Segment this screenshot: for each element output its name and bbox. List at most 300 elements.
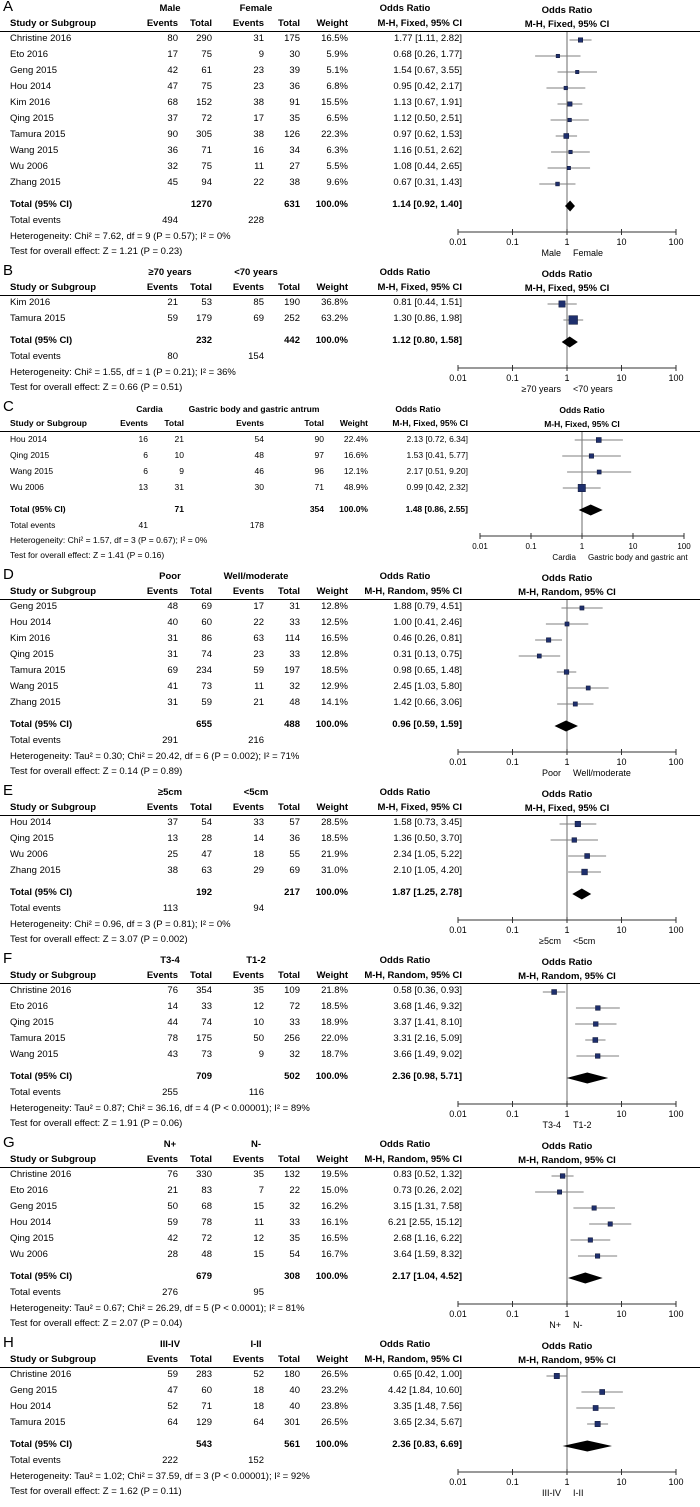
total2-value: 32 [289,1049,300,1060]
ci-text: 1.08 [0.44, 2.65] [393,161,462,172]
total-events-label: Total events [10,351,61,362]
odds-ratio-header: Odds Ratio [379,787,431,798]
total2-value: 32 [289,681,300,692]
events2-value: 23 [253,65,264,76]
total2-value: 36 [289,833,300,844]
plot-method-header: M-H, Fixed, 95% CI [524,283,610,294]
or-square [595,1421,600,1426]
study-name: Qing 2015 [10,649,54,660]
total-label: Total (95% CI) [10,1271,73,1282]
weight-col-header: Weight [316,970,348,981]
summary-diamond [567,1073,609,1084]
events2-col-header: Events [232,1154,264,1165]
weight-value: 5.9% [326,49,348,60]
forest-plot [440,2,700,260]
heterogeneity-text: Heterogeneity: Tau² = 0.87; Chi² = 36.16, df = 4 (P < 0.00001); I² = 89% [10,1103,310,1114]
panel-table [10,1138,462,1331]
or-square [557,1190,561,1194]
total1-sum: 71 [174,504,184,514]
total2-sum: 561 [284,1439,300,1450]
summary-diamond [555,721,578,732]
events1-value: 21 [167,1185,178,1196]
group1-header: Cardia [136,404,163,414]
weight-value: 15.5% [321,97,348,108]
summary-diamond [579,505,603,516]
total-events-row [10,901,462,917]
total2-value: 34 [289,145,300,156]
axis-tick-label: 0.01 [449,757,467,767]
spacer-cell [300,954,348,968]
total2-col-header: Total [278,1154,300,1165]
total-events2: 228 [248,215,264,226]
total1-value: 75 [201,81,212,92]
events1-value: 80 [167,33,178,44]
weight-value: 18.5% [321,665,348,676]
study-name: Kim 2016 [10,633,51,644]
study-name: Wu 2006 [10,1249,48,1260]
events2-value: 31 [253,33,264,44]
total-events-label: Total events [10,1455,61,1466]
or-square [537,654,541,658]
events2-value: 63 [253,633,264,644]
axis-tick-label: 10 [616,1109,627,1119]
group-header-row [10,1138,462,1152]
ci-text: 0.73 [0.26, 2.02] [393,1185,462,1196]
spacer-cell [178,1285,212,1301]
panel-table [10,954,462,1131]
study-name: Christine 2016 [10,1169,72,1180]
events1-value: 28 [167,1249,178,1260]
events1-value: 59 [167,1369,178,1380]
spacer-cell [128,885,178,901]
weight-value: 15.0% [321,1185,348,1196]
ci-text: 1.42 [0.66, 3.06] [393,697,462,708]
total-ci-text: 2.36 [0.98, 5.71] [392,1071,462,1082]
axis-tick-label: 0.1 [506,925,519,935]
study-row [10,95,462,111]
events1-value: 32 [167,161,178,172]
axis-label-left: III-IV [541,1488,561,1498]
events2-value: 17 [253,601,264,612]
study-row [10,447,468,463]
odds-ratio-header: Odds Ratio [379,955,431,966]
total2-value: 55 [289,849,300,860]
ci-text: 0.68 [0.26, 1.77] [393,49,462,60]
heterogeneity-text: Heterogeneity: Chi² = 1.55, df = 1 (P = 0.21); I² = 36% [10,367,236,378]
group2-header: <70 years [234,267,278,278]
study-row [10,615,462,631]
study-row [10,175,462,191]
study-row [10,47,462,63]
events2-value: 38 [253,97,264,108]
events1-value: 43 [167,1049,178,1060]
ci-text: 3.64 [1.59, 8.32] [393,1249,462,1260]
total-events-row [10,213,462,229]
total-events2: 95 [253,1287,264,1298]
spacer-cell [10,954,128,968]
ci-text: 1.12 [0.50, 2.51] [393,113,462,124]
or-square [564,670,569,675]
group1-header: N+ [163,1139,177,1150]
or-square [593,1038,598,1043]
summary-diamond [562,337,578,348]
events2-value: 48 [254,450,264,460]
events2-value: 35 [253,985,264,996]
or-square [560,1174,565,1179]
study-name: Zhang 2015 [10,177,61,188]
weight-value: 12.8% [321,649,348,660]
odds-ratio-header: Odds Ratio [379,267,431,278]
weight-value: 18.9% [321,1017,348,1028]
panel-C [0,398,700,564]
or-square [568,102,572,106]
study-name: Qing 2015 [10,450,50,460]
total-weight: 100.0% [315,1071,348,1082]
axis-tick-label: 0.01 [449,1109,467,1119]
axis-tick-label: 100 [668,1309,684,1319]
total1-col-header: Total [190,18,212,29]
axis-tick-label: 1 [564,237,570,247]
weight-value: 12.9% [321,681,348,692]
total2-value: 71 [314,482,324,492]
group2-header: T1-2 [246,955,266,966]
events2-value: 85 [253,297,264,308]
total2-value: 38 [289,177,300,188]
total2-col-header: Total [278,18,300,29]
weight-value: 19.5% [321,1169,348,1180]
study-col-header: Study or Subgroup [10,1154,97,1165]
column-header-row [10,16,462,31]
weight-value: 16.5% [321,633,348,644]
events1-col-header: Events [146,970,178,981]
study-row [10,983,462,999]
study-row [10,63,462,79]
study-name: Eto 2016 [10,1185,49,1196]
overall-test-text: Test for overall effect: Z = 0.66 (P = 0.51) [10,382,183,393]
events1-col-header: Events [146,1154,178,1165]
axis-tick-label: 100 [668,237,684,247]
total-events1: 276 [162,1287,178,1298]
panel-E [0,782,700,948]
study-col-header: Study or Subgroup [10,18,97,29]
spacer-cell [128,1069,178,1085]
total2-sum: 631 [284,199,300,210]
group2-header: I-II [250,1339,262,1350]
plot-method-header: M-H, Fixed, 95% CI [524,19,610,30]
total1-value: 61 [201,65,212,76]
total2-value: 36 [289,81,300,92]
total1-value: 75 [201,49,212,60]
or-square [573,702,577,706]
total1-value: 94 [201,177,212,188]
panel-H [0,1334,700,1500]
panel-table [10,570,462,779]
weight-value: 23.8% [321,1401,348,1412]
study-row [10,295,462,311]
events1-value: 52 [167,1401,178,1412]
group1-header: Poor [159,571,181,582]
ci-text: 2.17 [0.51, 9.20] [406,466,468,476]
study-row [10,1047,462,1063]
or-square [608,1222,612,1226]
axis-tick-label: 0.1 [506,237,519,247]
total2-value: 175 [284,33,300,44]
total1-col-header: Total [190,970,212,981]
weight-value: 12.8% [321,601,348,612]
total1-value: 59 [201,697,212,708]
group2-header: <5cm [243,787,269,798]
study-name: Wu 2006 [10,849,48,860]
total2-value: 32 [289,1201,300,1212]
plot-method-header: M-H, Fixed, 95% CI [524,803,610,814]
total-events-row [10,1085,462,1101]
study-col-header: Study or Subgroup [10,282,97,293]
spacer-cell [178,213,212,229]
panel-label: A [3,0,14,15]
plot-method-header: M-H, Random, 95% CI [518,1155,616,1166]
events1-value: 48 [167,601,178,612]
spacer-cell [300,570,348,584]
total-label: Total (95% CI) [10,335,73,346]
axis-tick-label: 0.01 [449,237,467,247]
events2-value: 29 [253,865,264,876]
weight-value: 63.2% [321,313,348,324]
total-weight: 100.0% [315,887,348,898]
spacer-cell [178,733,212,749]
events1-value: 42 [167,1233,178,1244]
events2-value: 7 [258,1185,264,1196]
heterogeneity-text: Heterogeneity: Chi² = 7.62, df = 9 (P = 0.57); I² = 0% [10,231,231,242]
forest-plot [470,402,700,564]
events2-value: 52 [253,1369,264,1380]
events2-value: 21 [253,697,264,708]
study-name: Wang 2015 [10,145,59,156]
total2-value: 91 [289,97,300,108]
weight-col-header: Weight [316,586,348,597]
total2-value: 301 [284,1417,300,1428]
spacer-cell [10,402,115,416]
total1-sum: 679 [196,1271,212,1282]
method-col-header: M-H, Random, 95% CI [364,586,462,597]
study-row [10,311,462,327]
total1-value: 73 [201,681,212,692]
study-name: Wu 2006 [10,482,44,492]
total-label: Total (95% CI) [10,887,73,898]
study-row [10,863,462,879]
total2-value: 256 [284,1033,300,1044]
total-weight: 100.0% [315,1439,348,1450]
plot-method-header: M-H, Random, 95% CI [518,587,616,598]
total-events-label: Total events [10,903,61,914]
total-events-row [10,1285,462,1301]
events1-value: 37 [167,817,178,828]
total1-value: 234 [196,665,212,676]
total-events-row [10,349,462,365]
or-square [572,838,577,843]
total-weight: 100.0% [339,504,368,514]
spacer-cell [10,1138,128,1152]
odds-ratio-header: Odds Ratio [395,404,441,414]
method-col-header: M-H, Fixed, 95% CI [377,18,462,29]
total1-sum: 543 [196,1439,212,1450]
events1-col-header: Events [146,586,178,597]
weight-value: 16.5% [321,33,348,44]
ci-text: 0.65 [0.42, 1.00] [393,1369,462,1380]
or-square [578,484,585,491]
events1-value: 36 [167,145,178,156]
study-name: Wu 2006 [10,161,48,172]
events1-value: 90 [167,129,178,140]
events2-col-header: Events [232,970,264,981]
weight-value: 26.5% [321,1417,348,1428]
total-events2: 94 [253,903,264,914]
ci-text: 0.98 [0.65, 1.48] [393,665,462,676]
axis-label-left: Poor [541,768,561,778]
total2-sum: 442 [284,335,300,346]
or-square [556,182,560,186]
plot-odds-ratio-header: Odds Ratio [541,269,593,280]
events2-value: 59 [253,665,264,676]
panel-table [10,2,462,259]
or-square [567,166,570,169]
weight-value: 5.1% [326,65,348,76]
ci-text: 4.42 [1.84, 10.60] [388,1385,462,1396]
total1-value: 10 [174,450,184,460]
or-square [564,133,569,138]
total-events1: 80 [167,351,178,362]
weight-col-header: Weight [316,282,348,293]
or-square [595,1254,600,1259]
events2-value: 18 [253,1401,264,1412]
forest-plot [440,1338,700,1500]
or-square [554,1373,559,1378]
axis-label-right: T1-2 [573,1120,592,1130]
ci-text: 0.83 [0.52, 1.32] [393,1169,462,1180]
panel-table [10,1338,462,1499]
total-events1: 113 [162,903,178,914]
ci-text: 3.15 [1.31, 7.58] [393,1201,462,1212]
ci-text: 3.65 [2.34, 5.67] [393,1417,462,1428]
events2-value: 69 [253,313,264,324]
ci-text: 0.58 [0.36, 0.93] [393,985,462,996]
or-square [595,1054,600,1059]
events2-value: 12 [253,1001,264,1012]
study-name: Zhang 2015 [10,865,61,876]
plot-method-header: M-H, Fixed, 95% CI [544,419,620,429]
axis-label-right: I-II [573,1488,584,1498]
study-row [10,431,468,447]
total-events-label: Total events [10,1287,61,1298]
axis-tick-label: 1 [579,542,585,551]
total2-value: 180 [284,1369,300,1380]
total1-value: 83 [201,1185,212,1196]
group-header-row [10,1338,462,1352]
total1-value: 47 [201,849,212,860]
weight-value: 6.3% [326,145,348,156]
study-name: Hou 2014 [10,617,52,628]
events2-value: 11 [254,1217,264,1228]
ci-text: 2.10 [1.05, 4.20] [393,865,462,876]
events1-value: 47 [167,81,178,92]
or-square [582,869,588,875]
axis-label-right: Well/moderate [573,768,631,778]
or-square [592,1206,596,1210]
study-name: Christine 2016 [10,1369,72,1380]
study-row [10,663,462,679]
study-row [10,143,462,159]
total-row [10,1437,462,1453]
study-row [10,1247,462,1263]
weight-value: 12.1% [343,466,368,476]
total2-value: 90 [314,434,324,444]
total1-value: 75 [201,161,212,172]
study-row [10,111,462,127]
forest-plot [440,266,700,396]
or-square [546,638,550,642]
total2-value: 33 [289,617,300,628]
weight-value: 28.5% [321,817,348,828]
study-name: Eto 2016 [10,1001,49,1012]
events2-value: 18 [253,1385,264,1396]
axis-tick-label: 10 [616,237,627,247]
axis-tick-label: 100 [668,757,684,767]
column-header-row [10,584,462,599]
total1-value: 53 [201,297,212,308]
group-header-row [10,786,462,800]
plot-method-header: M-H, Random, 95% CI [518,971,616,982]
or-square [593,1405,598,1410]
events2-col-header: Events [232,586,264,597]
axis-tick-label: 10 [616,1309,627,1319]
weight-col-header: Weight [339,418,368,428]
total-events-label: Total events [10,520,56,530]
events1-value: 16 [138,434,148,444]
events2-col-header: Events [232,18,264,29]
total1-value: 86 [201,633,212,644]
total2-value: 97 [314,450,324,460]
axis-tick-label: 10 [628,542,638,551]
total1-value: 129 [196,1417,212,1428]
total-events-row [10,1453,462,1469]
summary-diamond [572,889,591,900]
weight-value: 22.3% [321,129,348,140]
events1-value: 42 [167,65,178,76]
axis-tick-label: 0.1 [506,1477,519,1487]
events2-col-header: Events [232,282,264,293]
spacer-cell [212,885,264,901]
study-name: Wang 2015 [10,466,54,476]
ci-text: 0.95 [0.42, 2.17] [393,81,462,92]
total1-value: 69 [201,601,212,612]
column-header-row [10,280,462,295]
total2-sum: 354 [309,504,324,514]
total-label: Total (95% CI) [10,504,66,514]
total2-value: 27 [289,161,300,172]
study-name: Hou 2014 [10,81,52,92]
weight-value: 6.8% [326,81,348,92]
spacer-cell [10,570,128,584]
total1-value: 28 [201,833,212,844]
ci-text: 1.13 [0.67, 1.91] [393,97,462,108]
events1-value: 37 [167,113,178,124]
weight-value: 16.7% [321,1249,348,1260]
study-row [10,1167,462,1183]
or-square [578,38,582,42]
axis-tick-label: 1 [564,925,570,935]
study-name: Tamura 2015 [10,665,66,676]
ci-text: 0.97 [0.62, 1.53] [393,129,462,140]
weight-value: 22.4% [343,434,368,444]
